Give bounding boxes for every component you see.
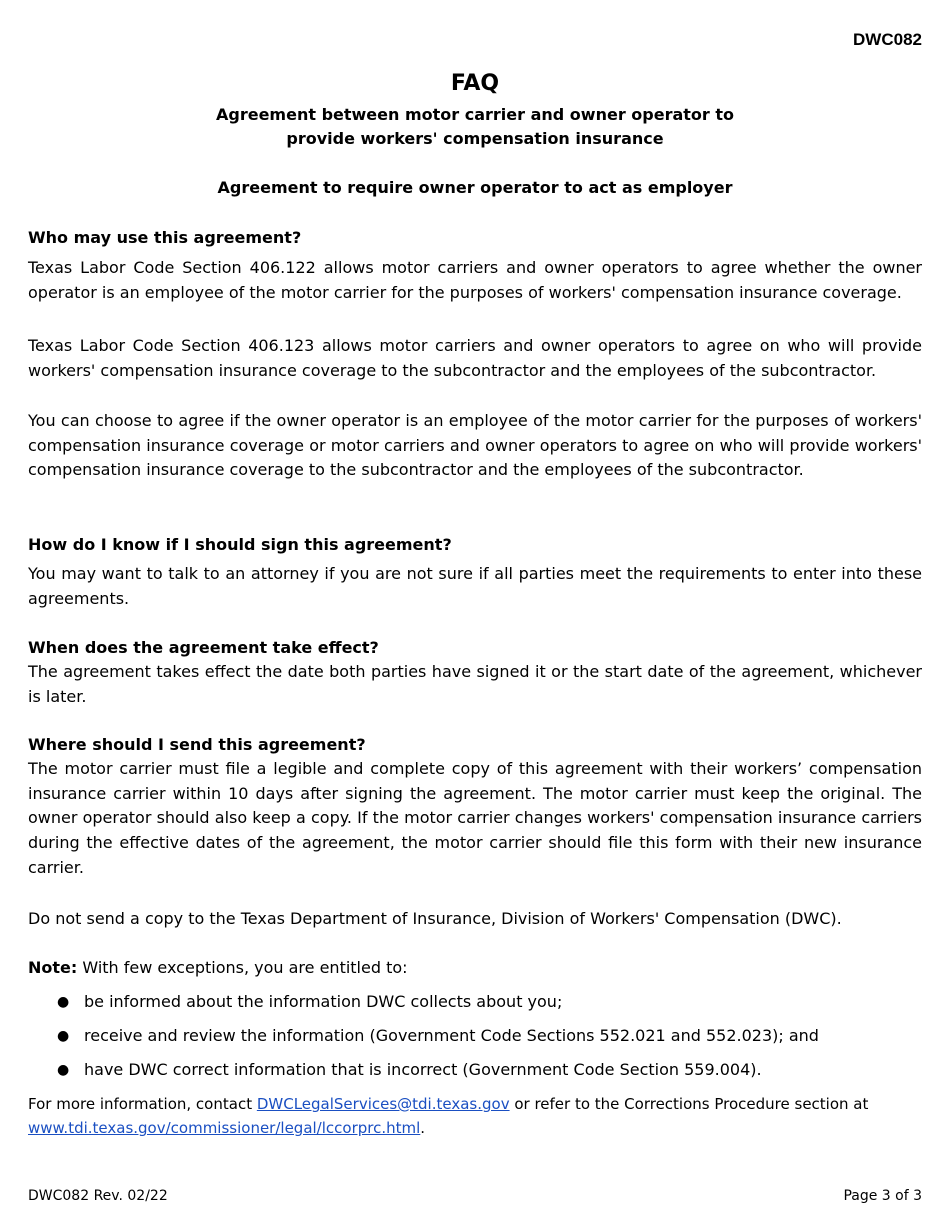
- list-item-text: be informed about the information DWC collects about you;: [84, 992, 563, 1011]
- where-paragraph-2-wrap: [28, 907, 922, 932]
- rights-list: [28, 989, 922, 1091]
- page-title: FAQ: [450, 71, 500, 96]
- subtitle-line-2: provide workers' compensation insurance: [286, 129, 664, 148]
- who-paragraph-2-wrap: [28, 334, 922, 383]
- section-who: [28, 226, 922, 250]
- agreement-type-heading: Agreement to require owner operator to act as employer: [217, 178, 733, 197]
- note-label: Note:: [28, 958, 78, 977]
- more-info: [28, 1092, 922, 1140]
- form-id: DWC082: [853, 30, 922, 49]
- how-paragraph-1: You may want to talk to an attorney if you are not sure if all parties meet the requirements to enter into these agreements.: [28, 564, 922, 608]
- where-paragraph-1: The motor carrier must file a legible and complete copy of this agreement with their workers’ compensation insurance carrier within 10 days after signing the agreement. The motor carrier must keep the original. The owner operator should also keep a copy. If the motor carrier changes workers' compensation insurance carriers during the effective dates of the agreement, the motor carrier should file this form with their new insurance carrier.: [28, 759, 922, 877]
- note-line: [28, 956, 922, 981]
- section-how: [28, 533, 922, 557]
- more-info-prefix: For more information, contact: [28, 1095, 257, 1113]
- list-item-text: receive and review the information (Government Code Sections 552.021 and 552.023); and: [84, 1026, 819, 1045]
- bullet-icon: ●: [57, 1028, 70, 1044]
- section-where: [28, 733, 922, 881]
- bullet-icon: ●: [57, 1062, 70, 1078]
- footer-page-number: Page 3 of 3: [843, 1188, 922, 1204]
- list-item: [28, 1057, 922, 1091]
- who-paragraph-3: You can choose to agree if the owner operator is an employee of the motor carrier for the purposes of workers' compensation insurance coverage or motor carriers and owner operators to agree on who will provide workers' compensation insurance coverage to the subcontractor and the employees of the subcontractor.: [28, 411, 922, 480]
- subtitle-line-1: Agreement between motor carrier and owner operator to: [216, 105, 734, 124]
- section-when: [28, 636, 922, 709]
- where-paragraph-2: Do not send a copy to the Texas Department of Insurance, Division of Workers' Compensation (DWC).: [28, 909, 842, 928]
- who-paragraph-3-wrap: [28, 409, 922, 483]
- email-link[interactable]: DWCLegalServices@tdi.texas.gov: [256, 1095, 510, 1113]
- when-paragraph-1: The agreement takes effect the date both parties have signed it or the start date of the agreement, whichever is later.: [28, 662, 922, 706]
- who-paragraph-1: Texas Labor Code Section 406.122 allows motor carriers and owner operators to agree whether the owner operator is an employee of the motor carrier for the purposes of workers' compensation insurance coverage.: [28, 258, 922, 302]
- list-item-text: have DWC correct information that is incorrect (Government Code Section 559.004).: [84, 1060, 762, 1079]
- who-paragraph-1-wrap: [28, 256, 922, 305]
- note-text: With few exceptions, you are entitled to:: [77, 958, 408, 977]
- list-item: [28, 1023, 922, 1057]
- more-info-suffix: .: [420, 1119, 426, 1137]
- section-heading-when: When does the agreement take effect?: [28, 638, 379, 657]
- section-heading-how: How do I know if I should sign this agreement?: [28, 535, 452, 554]
- who-paragraph-2: Texas Labor Code Section 406.123 allows motor carriers and owner operators to agree on who will provide workers' compensation insurance coverage to the subcontractor and the employees of the subcontractor.: [28, 336, 922, 380]
- list-item: [28, 989, 922, 1023]
- bullet-icon: ●: [57, 994, 70, 1010]
- section-heading-who: Who may use this agreement?: [28, 228, 302, 247]
- document-subtitle: [150, 103, 800, 151]
- section-heading-where: Where should I send this agreement?: [28, 735, 366, 754]
- corrections-procedure-link[interactable]: www.tdi.texas.gov/commissioner/legal/lccorprc.html: [28, 1119, 421, 1137]
- footer-form-revision: DWC082 Rev. 02/22: [28, 1188, 168, 1204]
- more-info-middle: or refer to the Corrections Procedure section at: [509, 1095, 869, 1113]
- how-paragraph-wrap: [28, 562, 922, 611]
